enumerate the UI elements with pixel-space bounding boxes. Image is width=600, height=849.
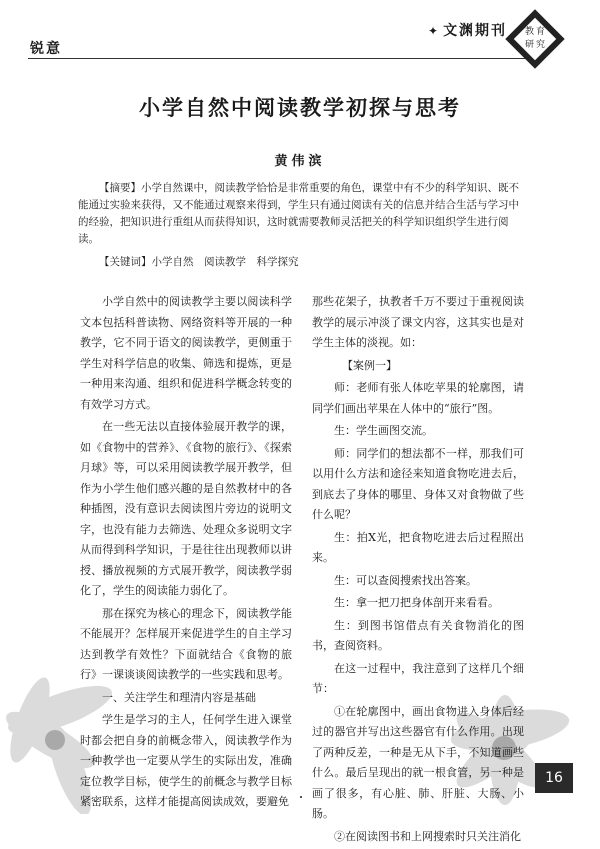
right-paragraph-10: ①在轮廓图中，画出食物进入身体后经过的器官并写出这些器官有什么作用。出现了两种反差，一种是无从下手，不知道画些什么。最后呈现出的就一根食管，另一种是画了很多，有心脏、肺、肝脏、大肠、小肠。: [312, 704, 524, 820]
article-author: 黄伟滨: [274, 154, 326, 169]
right-paragraph-8: 生：到图书馆借点有关食物消化的图书，查阅资料。: [312, 618, 524, 652]
left-column: [80, 292, 292, 815]
section-heading-1: 一、关注学生和理清内容是基础: [102, 690, 256, 704]
footer-dot: [300, 796, 302, 798]
journal-name: [428, 20, 507, 40]
right-paragraph-2: 师：老师有张人体吃苹果的轮廓图，请同学们画出苹果在人体中的“旅行”图。: [312, 381, 524, 415]
star-icon: ✦: [428, 24, 441, 38]
page-number: 16: [535, 763, 573, 793]
right-paragraph-4: 师：同学们的想法都不一样，那我们可以用什么方法和途径来知道食物吃进去后，到底去了身体的哪里、身体又对食物做了些什么呢？: [312, 446, 524, 521]
case-label: 【案例一】: [342, 358, 397, 372]
left-paragraph-2: 在一些无法以直接体验展开教学的课，如《食物中的营养》、《食物的旅行》、《探索月球》等，可以采用阅读教学展开教学，但作为小学生他们感兴趣的是自然教材中的各种插图，没有意识去阅读图片旁边的说明文字，也没有能力去筛选、处理众多说明文字从而得到科学知识，于是往往出现教师以讲授、播放视频的方式展开教学，阅读教学弱化了，学生的阅读能力弱化了。: [80, 420, 292, 597]
badge-text: 教育研究: [524, 27, 547, 50]
header-left-label: 锐意: [30, 41, 62, 57]
header-rule: [28, 58, 528, 59]
left-paragraph-1: 小学自然中的阅读教学主要以阅读科学文本包括科普读物、网络资料等开展的一种教学，它不同于语文的阅读教学，更侧重于学生对科学信息的收集、筛选和提炼，更是一种用来沟通、组织和促进科学概念转变的有效学习方式。: [80, 295, 292, 411]
right-column: [312, 292, 524, 849]
right-paragraph-7: 生：拿一把刀把身体剖开来看看。: [334, 596, 499, 609]
journal-badge: [506, 10, 566, 70]
abstract: 【摘要】小学自然课中，阅读教学恰恰是非常重要的角色，课堂中有不少的科学知识、既不能通过实验来获得，又不能通过观察来得到，学生只有通过阅读有关的信息并结合生活与学习中的经验，把知识进行重组从而获得知识，这时就需要教师灵活把关的科学知识组织学生进行阅读。: [78, 182, 519, 245]
right-paragraph-3: 生：学生画图交流。: [334, 424, 433, 437]
right-paragraph-9: 在这一过程中，我注意到了这样几个细节：: [312, 661, 524, 695]
left-paragraph-4: 学生是学习的主人，任何学生进入课堂时都会把自身的前概念带入，阅读教学作为一种教学也一定要从学生的实际出发，准确定位教学目标，使学生的前概念与教学目标紧密联系，这样才能提高阅读成效，要避免: [80, 713, 292, 808]
article-title: 小学自然中阅读教学初探与思考: [139, 96, 461, 120]
right-paragraph-11: ②在阅读图书和上网搜索时只关注消化: [334, 829, 521, 843]
left-paragraph-3: 那在探究为核心的理念下，阅读教学能不能展开？怎样展开来促进学生的自主学习达到教学有效性？下面就结合《食物的旅行》一课谈谈阅读教学的一些实践和思考。: [80, 606, 292, 681]
keywords: 【关键词】小学自然 阅读教学 科学探究: [99, 256, 299, 268]
right-paragraph-5: 生：拍Ⅹ光，把食物吃进去后过程照出来。: [312, 530, 524, 564]
right-paragraph-6: 生：可以查阅搜索找出答案。: [334, 573, 477, 587]
right-paragraph-1: 那些花架子，执教者千万不要过于重视阅读教学的展示冲淡了课文内容，这其实也是对学生主体的淡视。如：: [312, 295, 524, 349]
journal-name-text: 文渊期刊: [443, 23, 508, 39]
